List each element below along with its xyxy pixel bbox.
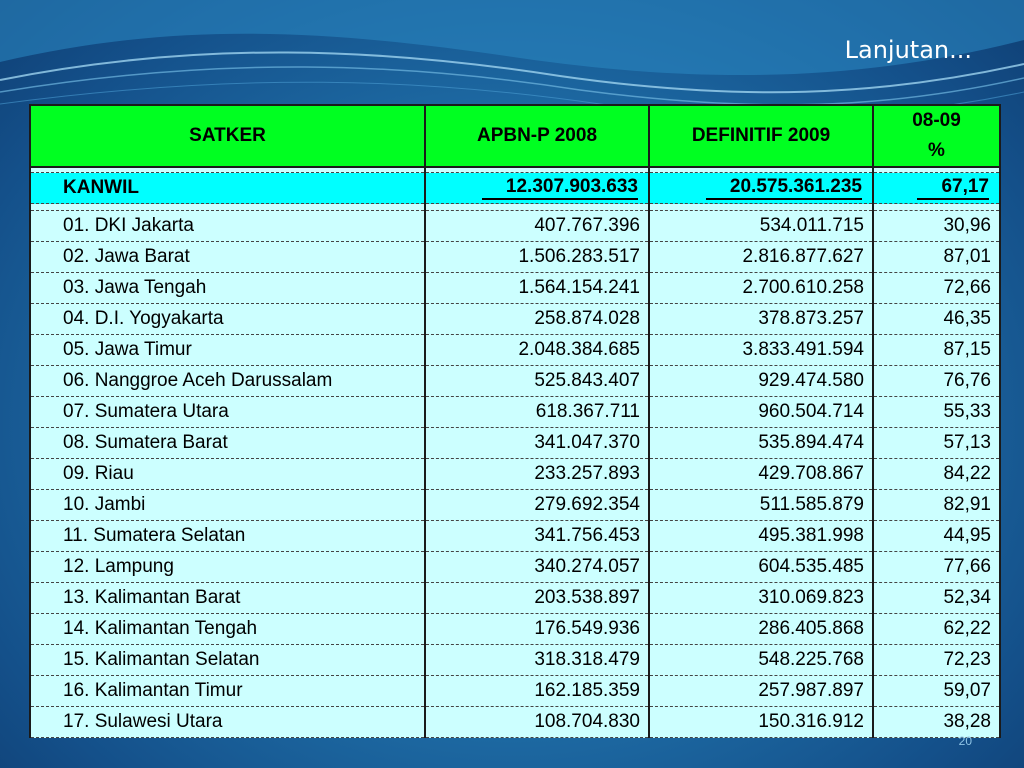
apbn-p-2008-cell: 162.185.359 [425, 676, 649, 707]
definitif-2009-cell: 495.381.998 [649, 521, 873, 552]
table-row [30, 521, 1000, 552]
definitif-2009-cell: 960.504.714 [649, 397, 873, 428]
table-row [30, 676, 1000, 707]
satker-cell: 06. Nanggroe Aceh Darussalam [30, 366, 425, 397]
header-pct [873, 105, 1000, 167]
satker-cell: 09. Riau [30, 459, 425, 490]
satker-cell: 16. Kalimantan Timur [30, 676, 425, 707]
pct-cell: 59,07 [873, 676, 1000, 707]
satker-cell: 15. Kalimantan Selatan [30, 645, 425, 676]
table-row [30, 335, 1000, 366]
apbn-p-2008-cell: 618.367.711 [425, 397, 649, 428]
apbn-p-2008-cell: 1.506.283.517 [425, 242, 649, 273]
total-pct [873, 173, 1000, 204]
definitif-2009-cell: 534.011.715 [649, 211, 873, 242]
satker-cell: 11. Sumatera Selatan [30, 521, 425, 552]
satker-cell: 14. Kalimantan Tengah [30, 614, 425, 645]
definitif-2009-cell: 511.585.879 [649, 490, 873, 521]
spacer-row [30, 204, 1000, 211]
table-row [30, 459, 1000, 490]
definitif-2009-cell: 548.225.768 [649, 645, 873, 676]
definitif-2009-cell: 929.474.580 [649, 366, 873, 397]
satker-cell: 03. Jawa Tengah [30, 273, 425, 304]
pct-cell: 55,33 [873, 397, 1000, 428]
table-row [30, 552, 1000, 583]
definitif-2009-cell: 2.700.610.258 [649, 273, 873, 304]
apbn-p-2008-cell: 233.257.893 [425, 459, 649, 490]
table-header-row [30, 105, 1000, 167]
pct-cell: 77,66 [873, 552, 1000, 583]
satker-cell: 05. Jawa Timur [30, 335, 425, 366]
table-row [30, 490, 1000, 521]
definitif-2009-cell: 310.069.823 [649, 583, 873, 614]
definitif-2009-cell: 286.405.868 [649, 614, 873, 645]
apbn-p-2008-cell: 341.756.453 [425, 521, 649, 552]
header-pct-symbol: % [928, 140, 945, 161]
header-apbn-p-2008: APBN-P 2008 [425, 105, 649, 167]
table-row [30, 273, 1000, 304]
pct-cell: 52,34 [873, 583, 1000, 614]
table-row [30, 242, 1000, 273]
header-definitif-2009: DEFINITIF 2009 [649, 105, 873, 167]
total-row [30, 173, 1000, 204]
table-row [30, 583, 1000, 614]
satker-cell: 02. Jawa Barat [30, 242, 425, 273]
definitif-2009-cell: 2.816.877.627 [649, 242, 873, 273]
total-pct-value: 67,17 [917, 176, 989, 200]
pct-cell: 30,96 [873, 211, 1000, 242]
pct-cell: 87,01 [873, 242, 1000, 273]
apbn-p-2008-cell: 340.274.057 [425, 552, 649, 583]
apbn-p-2008-cell: 258.874.028 [425, 304, 649, 335]
pct-cell: 72,66 [873, 273, 1000, 304]
total-definitif-2009 [649, 173, 873, 204]
definitif-2009-cell: 150.316.912 [649, 707, 873, 738]
satker-cell: 08. Sumatera Barat [30, 428, 425, 459]
definitif-2009-cell: 604.535.485 [649, 552, 873, 583]
budget-table [29, 104, 1001, 738]
total-apbn-p-2008 [425, 173, 649, 204]
satker-cell: 10. Jambi [30, 490, 425, 521]
pct-cell: 87,15 [873, 335, 1000, 366]
pct-cell: 84,22 [873, 459, 1000, 490]
table-row [30, 614, 1000, 645]
pct-cell: 76,76 [873, 366, 1000, 397]
definitif-2009-cell: 3.833.491.594 [649, 335, 873, 366]
header-satker: SATKER [30, 105, 425, 167]
apbn-p-2008-cell: 1.564.154.241 [425, 273, 649, 304]
table-row [30, 428, 1000, 459]
pct-cell: 44,95 [873, 521, 1000, 552]
satker-cell: 01. DKI Jakarta [30, 211, 425, 242]
satker-cell: 07. Sumatera Utara [30, 397, 425, 428]
apbn-p-2008-cell: 341.047.370 [425, 428, 649, 459]
satker-cell: 17. Sulawesi Utara [30, 707, 425, 738]
apbn-p-2008-cell: 108.704.830 [425, 707, 649, 738]
definitif-2009-cell: 535.894.474 [649, 428, 873, 459]
page-number: 20 [958, 734, 972, 748]
slide-title: Lanjutan... [844, 36, 972, 64]
satker-cell: 12. Lampung [30, 552, 425, 583]
total-name: KANWIL [30, 173, 425, 204]
apbn-p-2008-cell: 203.538.897 [425, 583, 649, 614]
total-definitif-2009-value: 20.575.361.235 [706, 176, 862, 200]
table-row [30, 397, 1000, 428]
apbn-p-2008-cell: 176.549.936 [425, 614, 649, 645]
total-apbn-p-2008-value: 12.307.903.633 [482, 176, 638, 200]
pct-cell: 46,35 [873, 304, 1000, 335]
satker-cell: 13. Kalimantan Barat [30, 583, 425, 614]
table-row [30, 304, 1000, 335]
apbn-p-2008-cell: 2.048.384.685 [425, 335, 649, 366]
header-pct-year: 08-09 [912, 110, 961, 131]
pct-cell: 82,91 [873, 490, 1000, 521]
pct-cell: 57,13 [873, 428, 1000, 459]
apbn-p-2008-cell: 525.843.407 [425, 366, 649, 397]
definitif-2009-cell: 257.987.897 [649, 676, 873, 707]
apbn-p-2008-cell: 318.318.479 [425, 645, 649, 676]
table-row [30, 211, 1000, 242]
apbn-p-2008-cell: 279.692.354 [425, 490, 649, 521]
pct-cell: 38,28 [873, 707, 1000, 738]
apbn-p-2008-cell: 407.767.396 [425, 211, 649, 242]
table-row [30, 366, 1000, 397]
definitif-2009-cell: 378.873.257 [649, 304, 873, 335]
satker-cell: 04. D.I. Yogyakarta [30, 304, 425, 335]
pct-cell: 72,23 [873, 645, 1000, 676]
table-row [30, 707, 1000, 738]
definitif-2009-cell: 429.708.867 [649, 459, 873, 490]
table-row [30, 645, 1000, 676]
pct-cell: 62,22 [873, 614, 1000, 645]
